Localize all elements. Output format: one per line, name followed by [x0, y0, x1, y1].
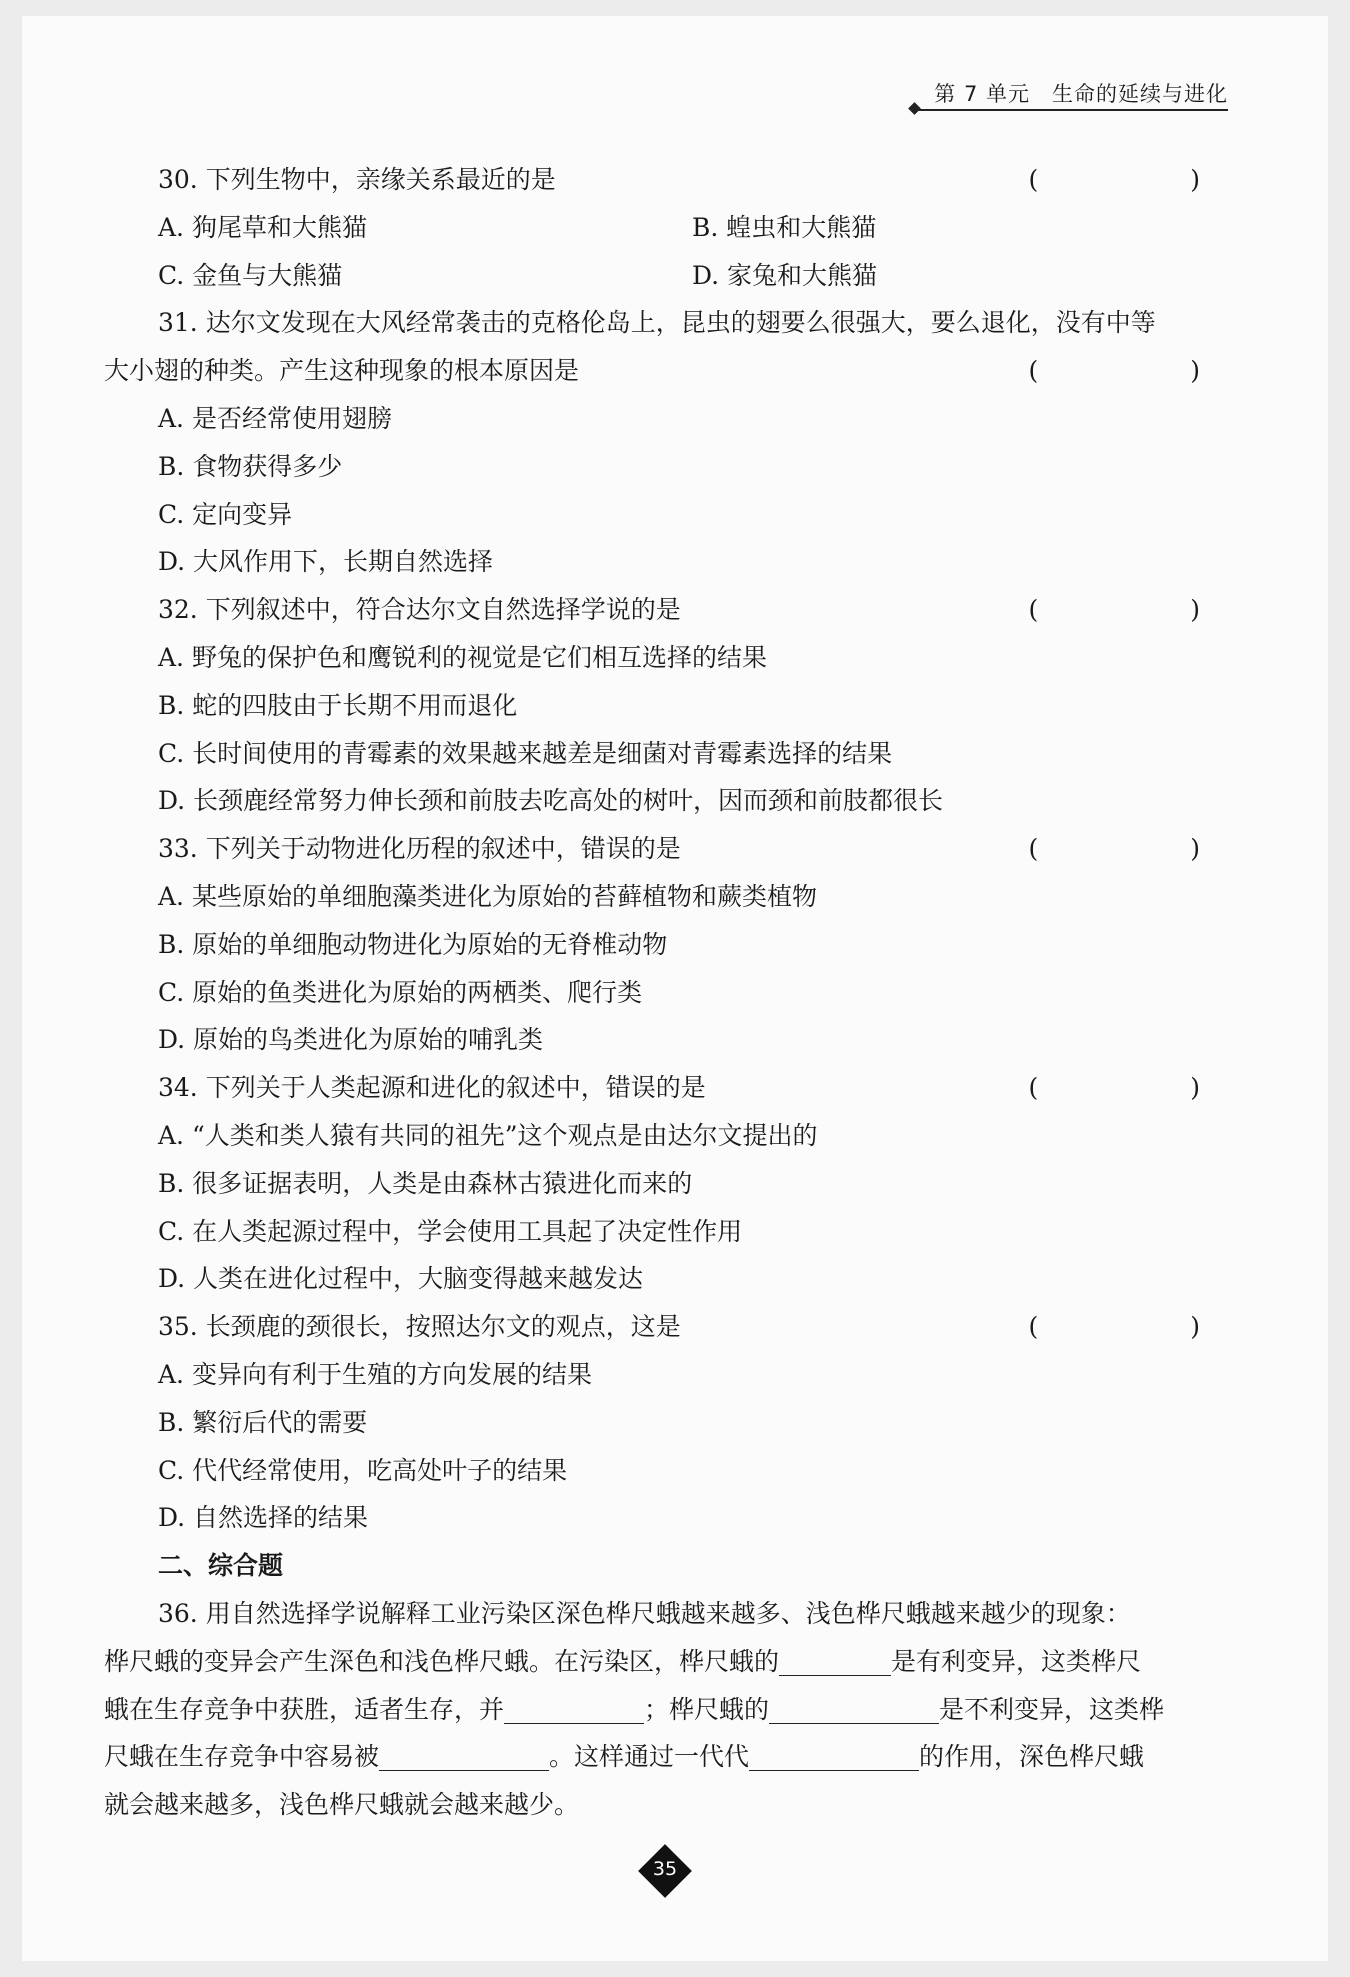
question-text: 32. 下列叙述中，符合达尔文自然选择学说的是: [158, 595, 681, 625]
question-text: 。这样通过一代代: [549, 1742, 750, 1772]
fill-blank-1[interactable]: [779, 1645, 891, 1676]
question-text: 桦尺蛾的变异会产生深色和浅色桦尺蛾。在污染区，桦尺蛾的: [104, 1646, 780, 1676]
option-b: B. 繁衍后代的需要: [158, 1407, 368, 1437]
option-d: D. 家兔和大熊猫: [692, 260, 878, 290]
fill-blank-2[interactable]: [504, 1693, 644, 1724]
answer-bracket: ( ): [1028, 356, 1234, 386]
question-36-line4: [104, 1733, 1234, 1781]
fill-blank-5[interactable]: [749, 1740, 919, 1771]
option-a: A. 狗尾草和大熊猫: [158, 212, 367, 242]
question-35-stem: [104, 1303, 1234, 1351]
question-36-line2: [104, 1638, 1234, 1686]
question-text: 是不利变异，这类桦: [939, 1694, 1165, 1724]
fill-blank-4[interactable]: [379, 1740, 549, 1771]
option-b: B. 蝗虫和大熊猫: [692, 212, 877, 242]
option-a: A. 野兔的保护色和鹰锐利的视觉是它们相互选择的结果: [158, 642, 767, 672]
page-number-badge: [640, 1846, 690, 1896]
question-text: 33. 下列关于动物进化历程的叙述中，错误的是: [158, 834, 681, 864]
option-d: D. 长颈鹿经常努力伸长颈和前肢去吃高处的树叶，因而颈和前肢都很长: [158, 786, 944, 816]
option-b: B. 食物获得多少: [158, 451, 343, 481]
question-text: 蛾在生存竞争中获胜，适者生存，并: [104, 1694, 505, 1724]
question-text: 尺蛾在生存竞争中容易被: [104, 1742, 380, 1772]
answer-bracket: ( ): [1028, 834, 1234, 864]
option-c: C. 定向变异: [158, 499, 293, 529]
question-33-stem: [104, 825, 1234, 873]
question-36-line3: [104, 1686, 1234, 1734]
answer-bracket: ( ): [1028, 1312, 1234, 1342]
option-c: C. 在人类起源过程中，学会使用工具起了决定性作用: [158, 1216, 743, 1246]
option-b: B. 蛇的四肢由于长期不用而退化: [158, 690, 518, 720]
question-31-stem-line2: [104, 347, 1234, 395]
question-text: 是有利变异，这类桦尺: [891, 1646, 1142, 1676]
option-b: B. 原始的单细胞动物进化为原始的无脊椎动物: [158, 929, 668, 959]
option-row: [104, 252, 1234, 300]
option-c: C. 原始的鱼类进化为原始的两栖类、爬行类: [158, 977, 643, 1007]
question-text: 35. 长颈鹿的颈很长，按照达尔文的观点，这是: [158, 1312, 681, 1342]
question-36-line5: 就会越来越多，浅色桦尺蛾就会越来越少。: [104, 1790, 580, 1820]
option-a: A. 某些原始的单细胞藻类进化为原始的苔藓植物和蕨类植物: [158, 881, 817, 911]
question-30-stem: [104, 156, 1234, 204]
question-34-stem: [104, 1064, 1234, 1112]
answer-bracket: ( ): [1028, 595, 1234, 625]
page-number: 35: [652, 1858, 678, 1880]
option-a: A. 变异向有利于生殖的方向发展的结果: [158, 1359, 592, 1389]
option-row: [104, 204, 1234, 252]
option-c: C. 代代经常使用，吃高处叶子的结果: [158, 1455, 568, 1485]
question-text: ；桦尺蛾的: [644, 1694, 770, 1724]
question-32-stem: [104, 586, 1234, 634]
option-c: C. 金鱼与大熊猫: [158, 260, 343, 290]
header-rule: [918, 109, 1228, 111]
option-d: D. 大风作用下，长期自然选择: [158, 547, 494, 577]
unit-title: 第 7 单元 生命的延续与进化: [934, 82, 1228, 106]
running-header: [910, 68, 1228, 110]
answer-bracket: ( ): [1028, 165, 1234, 194]
answer-bracket: ( ): [1028, 1073, 1234, 1103]
option-a: A. 是否经常使用翅膀: [158, 403, 392, 433]
question-31-stem-line1: 31. 达尔文发现在大风经常袭击的克格伦岛上，昆虫的翅要么很强大，要么退化，没有中等: [158, 308, 1156, 338]
question-text: 34. 下列关于人类起源和进化的叙述中，错误的是: [158, 1073, 706, 1103]
option-d: D. 原始的鸟类进化为原始的哺乳类: [158, 1025, 544, 1055]
question-text: 30. 下列生物中，亲缘关系最近的是: [158, 165, 556, 194]
question-text: 大小翅的种类。产生这种现象的根本原因是: [104, 356, 580, 386]
section-title: 二、综合题: [158, 1551, 284, 1581]
option-b: B. 很多证据表明，人类是由森林古猿进化而来的: [158, 1168, 693, 1198]
question-list: [104, 156, 1234, 1829]
option-d: D. 人类在进化过程中，大脑变得越来越发达: [158, 1264, 644, 1294]
option-c: C. 长时间使用的青霉素的效果越来越差是细菌对青霉素选择的结果: [158, 738, 893, 768]
question-36-line1: 36. 用自然选择学说解释工业污染区深色桦尺蛾越来越多、浅色桦尺蛾越来越少的现象：: [158, 1598, 1131, 1628]
option-a: A. “人类和类人猿有共同的祖先”这个观点是由达尔文提出的: [158, 1120, 818, 1150]
page: [22, 16, 1328, 1961]
fill-blank-3[interactable]: [769, 1693, 939, 1724]
option-d: D. 自然选择的结果: [158, 1503, 369, 1533]
question-text: 的作用，深色桦尺蛾: [919, 1742, 1145, 1772]
